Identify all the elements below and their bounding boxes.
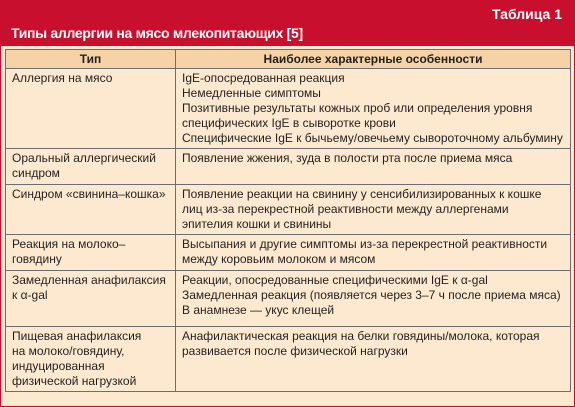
feature-line: Появление реакции на свинину у сенсибилизированных к кошке <box>182 187 542 201</box>
feature-line: развивается после физической нагрузки <box>182 344 408 358</box>
feature-line: лиц из-за перекрестной реактивности между аллергенами <box>182 202 509 216</box>
type-line: Синдром «свинина–кошка» <box>12 187 166 201</box>
table-header-band <box>1 1 574 46</box>
type-line: синдром <box>12 166 60 180</box>
feature-line: Анафилактическая реакция на белки говядины/молока, которая <box>182 329 540 343</box>
type-cell <box>6 271 176 327</box>
type-line: Реакция на молоко– <box>12 237 126 251</box>
features-cell <box>176 185 571 235</box>
type-line: к α-gal <box>12 288 48 302</box>
feature-line: Высыпания и другие симптомы из-за перекрестной реактивности <box>182 237 548 251</box>
type-line: говядину <box>12 252 62 266</box>
type-cell <box>6 185 176 235</box>
features-cell <box>176 149 571 185</box>
feature-line: Специфические IgE к бычьему/овечьему сывороточному альбумину <box>182 131 563 145</box>
type-cell <box>6 149 176 185</box>
type-line: Пищевая анафилаксия <box>12 329 142 343</box>
column-header-type: Тип <box>6 50 176 69</box>
features-cell <box>176 271 571 327</box>
feature-line: Позитивные результаты кожных проб или определения уровня <box>182 101 533 115</box>
feature-line: эпителия кошки и свинины <box>182 217 332 231</box>
table-number: Таблица 1 <box>491 6 562 22</box>
table-row <box>6 271 571 327</box>
type-line: физической нагрузкой <box>12 374 137 388</box>
table-row <box>6 69 571 149</box>
type-cell <box>6 235 176 271</box>
feature-line: Реакции, опосредованные специфическими IgE к α-gal <box>182 273 488 287</box>
type-line: Оральный аллергический <box>12 151 156 165</box>
column-header-features: Наиболее характерные особенности <box>176 50 571 69</box>
table-row <box>6 149 571 185</box>
type-line: на молоко/говядину, <box>12 344 125 358</box>
feature-line: специфических IgE в сыворотке крови <box>182 116 396 130</box>
table-row <box>6 185 571 235</box>
type-line: Замедленная анафилаксия <box>12 273 166 287</box>
table-row <box>6 235 571 271</box>
feature-line: Немедленные симптомы <box>182 86 321 100</box>
type-cell <box>6 327 176 392</box>
feature-line: В анамнезе — укус клещей <box>182 303 335 317</box>
features-cell <box>176 327 571 392</box>
column-header-row <box>6 50 571 69</box>
type-cell <box>6 69 176 149</box>
features-cell <box>176 69 571 149</box>
feature-line: Появление жжения, зуда в полости рта после приема мяса <box>182 151 513 165</box>
type-line: Аллергия на мясо <box>12 71 113 85</box>
table-row <box>6 327 571 392</box>
feature-line: IgE-опосредованная реакция <box>182 71 345 85</box>
features-cell <box>176 235 571 271</box>
feature-line: между коровьим молоком и мясом <box>182 252 376 266</box>
table-title: Типы аллергии на мясо млекопитающих [5] <box>11 25 303 41</box>
allergy-types-table <box>5 49 571 392</box>
feature-line: Замедленная реакция (появляется через 3–7 ч после приема мяса) <box>182 288 561 302</box>
type-line: индуцированная <box>12 359 105 373</box>
